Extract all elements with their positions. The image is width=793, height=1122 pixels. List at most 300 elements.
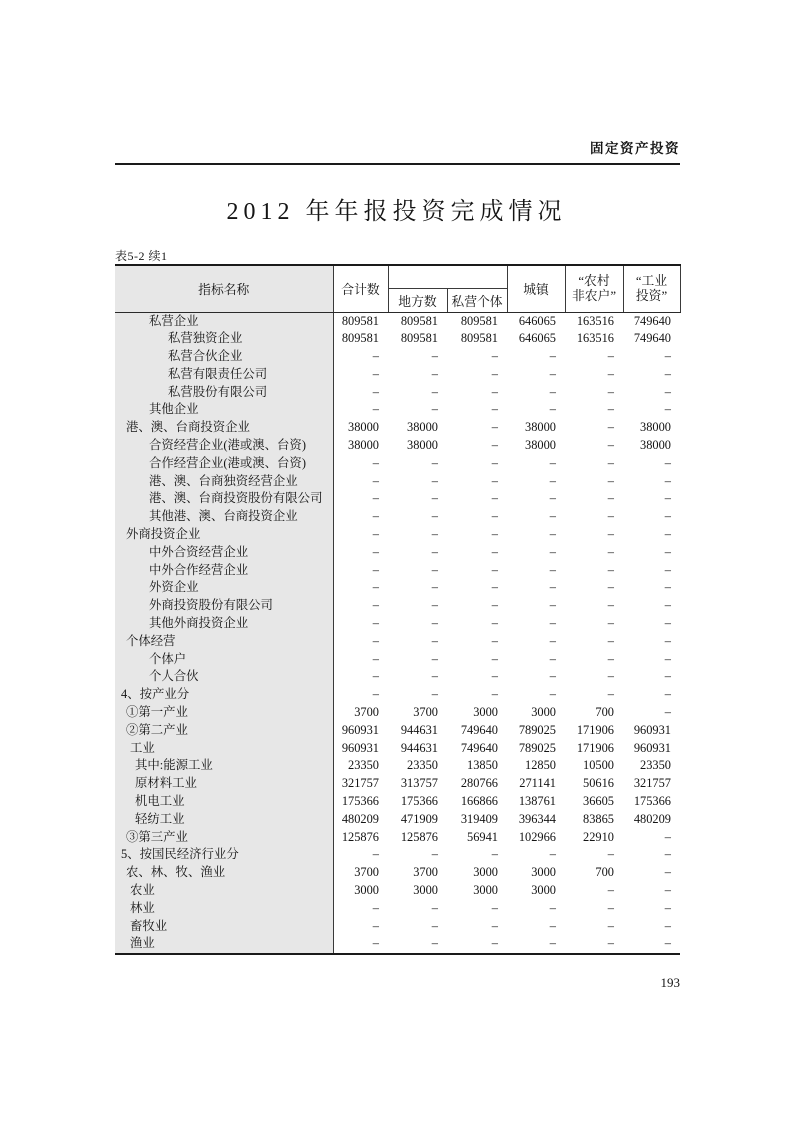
cell-value: – [431,473,438,488]
cell-value: 960931 [341,722,379,737]
cell-value: 809581 [460,331,498,346]
cell-value: 749640 [633,331,671,346]
cell-value: – [491,366,498,381]
cell-value: 809581 [460,313,498,328]
cell-value: – [549,366,556,381]
cell-value: – [664,509,671,524]
cell-value: 944631 [400,722,438,737]
cell-value: 700 [595,865,614,880]
table-row [115,366,680,384]
table-row [115,384,680,402]
cell-value: 646065 [518,331,556,346]
cell-value: – [607,420,614,435]
col-header-private-individual: 私营个体 [447,288,507,312]
row-label: 外商投资股份有限公司 [115,597,333,615]
cell-value: – [372,544,379,559]
col-header-rural-nonfarm [565,265,623,312]
cell-value: – [607,633,614,648]
cell-value: 38000 [640,420,671,435]
cell-value: – [664,491,671,506]
data-table [115,264,681,955]
cell-value: 38000 [407,438,438,453]
cell-value: – [491,847,498,862]
cell-value: – [491,936,498,951]
cell-value: – [664,580,671,595]
cell-value: – [607,402,614,417]
cell-value: – [664,865,671,880]
cell-value: – [491,616,498,631]
cell-value: 56941 [467,829,498,844]
cell-value: – [664,562,671,577]
cell-value: 396344 [518,811,556,826]
row-label: 工业 [115,740,333,758]
cell-value: – [549,349,556,364]
row-label: 个体经营 [115,633,333,651]
cell-value: – [491,651,498,666]
row-label: 农业 [115,882,333,900]
cell-value: 163516 [576,331,614,346]
cell-value: – [664,669,671,684]
cell-value: 271141 [519,776,556,791]
cell-value: – [607,491,614,506]
cell-value: 36605 [583,794,614,809]
row-label: 渔业 [115,935,333,954]
table-row [115,775,680,793]
cell-value: – [549,687,556,702]
table-row [115,918,680,936]
cell-value: 38000 [525,420,556,435]
table-row [115,544,680,562]
row-label: 外商投资企业 [115,526,333,544]
cell-value: 809581 [400,313,438,328]
cell-value: 175366 [633,794,671,809]
cell-value: 809581 [341,313,379,328]
cell-value: – [491,527,498,542]
row-label: 其他企业 [115,401,333,419]
cell-value: 3000 [531,883,556,897]
cell-value: 313757 [400,776,438,791]
table-row [115,330,680,348]
cell-value: – [372,936,379,951]
table-row [115,473,680,491]
col-header-total: 合计数 [333,265,388,312]
cell-value: – [607,349,614,364]
cell-value: – [664,366,671,381]
table-caption: 表5-2 续1 [115,249,168,263]
table-row [115,597,680,615]
row-label: 4、按产业分 [115,686,333,704]
col-header-local: 地方数 [388,288,447,312]
cell-value: – [372,473,379,488]
cell-value: – [372,580,379,595]
cell-value: – [431,544,438,559]
cell-value: 646065 [518,313,556,328]
table-row [115,704,680,722]
cell-value: – [607,669,614,684]
cell-value: 749640 [460,722,498,737]
row-label: 轻纺工业 [115,811,333,829]
cell-value: – [372,847,379,862]
cell-value: 749640 [460,740,498,755]
cell-value: 321757 [341,776,379,791]
cell-value: – [431,633,438,648]
table-row [115,348,680,366]
cell-value: 38000 [525,438,556,453]
cell-value: – [491,473,498,488]
cell-value: 3000 [354,883,379,897]
cell-value: – [664,705,671,720]
table-row [115,615,680,633]
table-row [115,455,680,473]
cell-value: – [664,402,671,417]
row-label: 原材料工业 [115,775,333,793]
col-header-indicator: 指标名称 [115,265,333,312]
cell-value: – [372,616,379,631]
cell-value: – [664,349,671,364]
cell-value: 809581 [400,331,438,346]
cell-value: – [372,562,379,577]
cell-value: – [372,384,379,399]
cell-value: – [372,900,379,915]
table-body [115,312,680,954]
cell-value: 38000 [407,420,438,435]
cell-value: – [431,509,438,524]
cell-value: – [549,580,556,595]
col-header-industry-investment [623,265,680,312]
cell-value: 321757 [633,776,671,791]
cell-value: – [431,562,438,577]
cell-value: – [431,384,438,399]
table-row [115,490,680,508]
table-row [115,757,680,775]
cell-value: – [607,509,614,524]
row-label: 私营股份有限公司 [115,384,333,402]
cell-value: 171906 [576,722,614,737]
cell-value: – [431,651,438,666]
cell-value: – [607,616,614,631]
table-row [115,562,680,580]
cell-value: – [549,455,556,470]
cell-value: – [491,349,498,364]
cell-value: – [607,455,614,470]
table-row [115,935,680,954]
cell-value: 480209 [633,811,671,826]
cell-value: – [664,883,671,897]
cell-value: – [549,527,556,542]
row-label: 林业 [115,900,333,918]
cell-value: – [372,918,379,933]
row-label: ②第二产业 [115,722,333,740]
table-row [115,651,680,669]
cell-value: 163516 [576,313,614,328]
cell-value: – [431,918,438,933]
table-row [115,829,680,847]
row-label: ①第一产业 [115,704,333,722]
page-number: 193 [660,975,680,990]
cell-value: – [664,651,671,666]
cell-value: – [491,384,498,399]
cell-value: – [372,509,379,524]
cell-value: – [549,473,556,488]
table-row [115,508,680,526]
cell-value: 3700 [354,865,379,880]
header-row-1 [115,265,680,288]
cell-value: – [607,527,614,542]
cell-value: – [664,829,671,844]
table-header [115,265,680,312]
cell-value: 319409 [460,811,498,826]
cell-value: – [549,847,556,862]
cell-value: 3700 [413,705,438,720]
cell-value: 480209 [341,811,379,826]
cell-value: – [431,900,438,915]
cell-value: – [549,402,556,417]
cell-value: 38000 [348,438,379,453]
cell-value: – [491,420,498,435]
cell-value: 3000 [413,883,438,897]
cell-value: – [372,633,379,648]
cell-value: 3000 [473,705,498,720]
cell-value: – [607,544,614,559]
row-label: 机电工业 [115,793,333,811]
cell-value: – [607,384,614,399]
cell-value: – [491,687,498,702]
cell-value: – [372,402,379,417]
cell-value: – [431,669,438,684]
table-row [115,722,680,740]
running-header: 固定资产投资 [590,141,680,156]
cell-value: – [664,527,671,542]
cell-value: 102966 [518,829,556,844]
cell-value: – [664,384,671,399]
cell-value: 12850 [525,758,556,773]
cell-value: – [431,580,438,595]
cell-value: 50616 [583,776,614,791]
row-label: 私营企业 [115,312,333,330]
cell-value: – [549,669,556,684]
cell-value: 23350 [348,758,379,773]
table-row [115,419,680,437]
cell-value: 175366 [341,794,379,809]
row-label: 畜牧业 [115,918,333,936]
cell-value: 960931 [633,740,671,755]
table-row [115,864,680,882]
cell-value: 471909 [400,811,438,826]
cell-value: 3000 [531,865,556,880]
cell-value: 171906 [576,740,614,755]
col-header-industry-line2: 投资” [635,288,668,303]
cell-value: – [607,473,614,488]
cell-value: – [607,438,614,453]
cell-value: – [664,687,671,702]
cell-value: – [372,669,379,684]
table-row [115,793,680,811]
cell-value: – [372,598,379,613]
cell-value: – [372,491,379,506]
cell-value: – [607,366,614,381]
cell-value: 13850 [467,758,498,773]
cell-value: – [549,651,556,666]
row-label: 港、澳、台商投资股份有限公司 [115,490,333,508]
row-label: 个体户 [115,651,333,669]
table-row [115,401,680,419]
cell-value: – [607,687,614,702]
cell-value: – [664,847,671,862]
cell-value: – [607,883,614,897]
cell-value: – [431,687,438,702]
table-row [115,633,680,651]
row-label: 私营独资企业 [115,330,333,348]
row-label: 农、林、牧、渔业 [115,864,333,882]
cell-value: – [372,366,379,381]
cell-value: – [549,918,556,933]
cell-value: – [431,598,438,613]
cell-value: – [491,491,498,506]
cell-value: 700 [595,705,614,720]
cell-value: 280766 [460,776,498,791]
cell-value: – [664,455,671,470]
cell-value: 3000 [531,705,556,720]
cell-value: 23350 [640,758,671,773]
table-row [115,437,680,455]
row-label: 中外合资经营企业 [115,544,333,562]
cell-value: – [491,900,498,915]
cell-value: 10500 [583,758,614,773]
cell-value: – [372,687,379,702]
col-header-rural-line2: 非农户” [571,288,617,303]
cell-value: – [491,438,498,453]
row-label: 中外合作经营企业 [115,562,333,580]
cell-value: 23350 [407,758,438,773]
cell-value: – [431,847,438,862]
table-row [115,740,680,758]
table-row [115,882,680,900]
row-label: 合作经营企业(港或澳、台资) [115,455,333,473]
cell-value: – [549,598,556,613]
cell-value: – [549,384,556,399]
col-header-spanner [388,265,507,288]
cell-value: 3700 [354,705,379,720]
cell-value: – [549,936,556,951]
cell-value: – [664,900,671,915]
cell-value: 960931 [633,722,671,737]
table-row [115,312,680,330]
row-label: 个人合伙 [115,668,333,686]
cell-value: 22910 [583,829,614,844]
cell-value: – [664,633,671,648]
cell-value: 960931 [341,740,379,755]
row-label: 港、澳、台商独资经营企业 [115,473,333,491]
cell-value: – [491,544,498,559]
cell-value: – [491,402,498,417]
cell-value: – [607,562,614,577]
cell-value: – [607,651,614,666]
cell-value: – [491,598,498,613]
cell-value: – [549,562,556,577]
table-row [115,579,680,597]
cell-value: 789025 [518,740,556,755]
row-label: 外资企业 [115,579,333,597]
cell-value: – [549,491,556,506]
cell-value: – [431,936,438,951]
table-row [115,526,680,544]
cell-value: 138761 [518,794,556,809]
cell-value: – [431,491,438,506]
row-label: 其他港、澳、台商投资企业 [115,508,333,526]
cell-value: 125876 [400,829,438,844]
cell-value: – [664,598,671,613]
cell-value: – [607,847,614,862]
cell-value: 175366 [400,794,438,809]
cell-value: – [549,544,556,559]
cell-value: – [549,633,556,648]
cell-value: – [431,402,438,417]
table-row [115,686,680,704]
row-label: 港、澳、台商投资企业 [115,419,333,437]
cell-value: – [607,936,614,951]
cell-value: – [664,544,671,559]
col-header-urban: 城镇 [507,265,565,312]
col-header-rural-line1: “农村 [578,273,610,288]
col-header-industry-line1: “工业 [635,273,668,288]
cell-value: – [664,616,671,631]
row-label: 私营合伙企业 [115,348,333,366]
cell-value: – [491,669,498,684]
cell-value: – [372,651,379,666]
cell-value: – [491,918,498,933]
cell-value: – [549,616,556,631]
cell-value: – [549,900,556,915]
cell-value: – [491,580,498,595]
cell-value: – [491,455,498,470]
cell-value: – [431,527,438,542]
cell-value: 166866 [460,794,498,809]
cell-value: – [607,580,614,595]
cell-value: – [491,509,498,524]
cell-value: – [372,527,379,542]
table-row [115,846,680,864]
cell-value: – [372,349,379,364]
cell-value: – [491,562,498,577]
cell-value: – [491,633,498,648]
cell-value: – [431,455,438,470]
row-label: 其他外商投资企业 [115,615,333,633]
cell-value: – [607,900,614,915]
cell-value: 944631 [400,740,438,755]
row-label: 其中:能源工业 [115,757,333,775]
cell-value: 38000 [348,420,379,435]
cell-value: 125876 [341,829,379,844]
cell-value: 809581 [341,331,379,346]
cell-value: – [431,349,438,364]
page-title: 2012 年年报投资完成情况 [226,199,567,225]
cell-value: 38000 [640,438,671,453]
table-row [115,900,680,918]
cell-value: – [664,918,671,933]
cell-value: – [664,936,671,951]
cell-value: – [664,473,671,488]
cell-value: 3700 [413,865,438,880]
cell-value: – [431,366,438,381]
row-label: 合资经营企业(港或澳、台资) [115,437,333,455]
cell-value: – [607,598,614,613]
row-label: ③第三产业 [115,829,333,847]
row-label: 私营有限责任公司 [115,366,333,384]
cell-value: 749640 [633,313,671,328]
cell-value: 789025 [518,722,556,737]
cell-value: – [549,509,556,524]
cell-value: 3000 [473,865,498,880]
